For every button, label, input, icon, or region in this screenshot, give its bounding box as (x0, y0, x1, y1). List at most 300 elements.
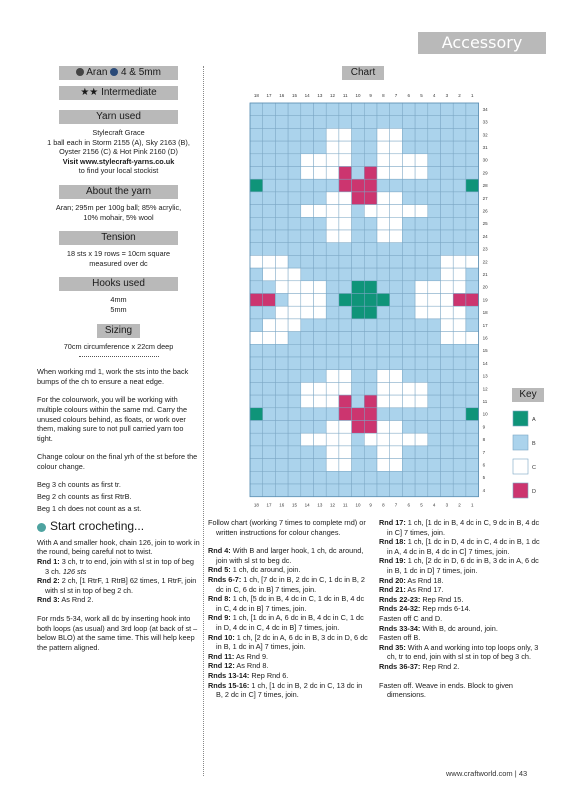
chart-cell (453, 103, 466, 116)
chart-cell (288, 205, 301, 218)
row-number: 14 (482, 360, 488, 366)
chart-cell (288, 154, 301, 167)
chart-cell (441, 433, 454, 446)
chart-cell (441, 268, 454, 281)
chart-cell (466, 281, 479, 294)
column-number: 8 (382, 502, 385, 508)
chart-cell (250, 268, 263, 281)
chart-cell (453, 446, 466, 459)
chart-cell (314, 128, 327, 141)
chart-cell (301, 319, 314, 332)
chart-cell (275, 141, 288, 154)
chart-cell (314, 281, 327, 294)
chart-cell (453, 357, 466, 370)
chart-cell (326, 103, 339, 116)
chart-cell (453, 281, 466, 294)
chart-cell (364, 471, 377, 484)
chart-cell (453, 154, 466, 167)
chart-cell (428, 128, 441, 141)
chart-cell (275, 370, 288, 383)
chart-cell (275, 433, 288, 446)
chart-cell (466, 382, 479, 395)
chart-cell (263, 459, 276, 472)
column-number: 1 (470, 93, 474, 98)
chart-cell (364, 281, 377, 294)
chart-cell (326, 116, 339, 129)
chart-cell (415, 128, 428, 141)
sizing-title: Sizing (97, 324, 140, 338)
column-number: 13 (317, 502, 323, 508)
chart-cell (250, 370, 263, 383)
chart-cell (250, 471, 263, 484)
chart-cell (364, 370, 377, 383)
chart-cell (263, 255, 276, 268)
row-number: 28 (482, 183, 488, 189)
chart-cell (364, 395, 377, 408)
chart-cell (364, 294, 377, 307)
chart-cell (263, 484, 276, 497)
chart-cell (288, 395, 301, 408)
chart-cell (453, 382, 466, 395)
chart-cell (352, 294, 365, 307)
chart-cell (364, 319, 377, 332)
chart-cell (250, 243, 263, 256)
instruction-line: Rnds 24-32: Rep rnds 6-14. (379, 604, 471, 614)
chart-cell (263, 370, 276, 383)
chart-cell (352, 179, 365, 192)
chart-cell (301, 294, 314, 307)
chart-cell (364, 357, 377, 370)
chart-cell (339, 306, 352, 319)
chart-cell (441, 395, 454, 408)
chart-cell (428, 268, 441, 281)
chart-cell (466, 306, 479, 319)
chart-cell (390, 446, 403, 459)
chart-cell (301, 268, 314, 281)
row-number: 18 (482, 310, 488, 316)
chart-cell (314, 167, 327, 180)
key-label: D (532, 489, 536, 495)
chart-cell (415, 217, 428, 230)
row-number: 21 (482, 271, 488, 277)
chart-cell (301, 484, 314, 497)
chart-cell (402, 205, 415, 218)
chart-cell (314, 192, 327, 205)
instruction-line: Rnd 20: As Rnd 18. (379, 575, 444, 585)
chart-cell (402, 128, 415, 141)
chart-cell (377, 116, 390, 129)
chart-cell (415, 306, 428, 319)
chart-title: Chart (342, 66, 384, 80)
chart-cell (339, 167, 352, 180)
row-number: 11 (482, 398, 488, 404)
chart-cell (377, 154, 390, 167)
chart-cell (364, 217, 377, 230)
chart-cell (390, 408, 403, 421)
chart-cell (339, 395, 352, 408)
column-number: 16 (279, 502, 285, 508)
stockist-link[interactable]: Visit www.stylecraft-yarns.co.uk (62, 156, 175, 166)
chart-cell (377, 205, 390, 218)
chart-cell (377, 395, 390, 408)
chart-cell (275, 230, 288, 243)
chart-cell (352, 281, 365, 294)
chart-cell (428, 255, 441, 268)
instruction-line: Rnd 5: 1 ch, dc around, join. (208, 565, 301, 575)
chart-cell (275, 103, 288, 116)
chart-cell (390, 382, 403, 395)
chart-cell (314, 382, 327, 395)
chart-cell (390, 230, 403, 243)
chart-cell (415, 230, 428, 243)
chart-cell (441, 370, 454, 383)
chart-cell (352, 357, 365, 370)
chart-cell (390, 319, 403, 332)
chart-cell (377, 357, 390, 370)
chart-cell (402, 268, 415, 281)
chart-cell (339, 484, 352, 497)
chart-cell (326, 408, 339, 421)
row-number: 5 (482, 475, 486, 481)
chart-cell (428, 243, 441, 256)
chart-cell (288, 446, 301, 459)
chart-cell (275, 484, 288, 497)
chart-cell (314, 103, 327, 116)
column-number: 1 (470, 502, 474, 508)
chart-cell (364, 154, 377, 167)
chart-cell (250, 116, 263, 129)
chart-cell (364, 446, 377, 459)
chart-cell (339, 255, 352, 268)
chart-cell (326, 268, 339, 281)
chart-cell (453, 217, 466, 230)
chart-cell (301, 255, 314, 268)
page-number: 43 (518, 769, 528, 778)
chart-cell (453, 205, 466, 218)
chart-cell (364, 344, 377, 357)
start-crocheting-heading: Start crocheting... (37, 522, 200, 532)
chart-cell (377, 128, 390, 141)
chart-cell (301, 382, 314, 395)
chart-cell (441, 255, 454, 268)
row-number: 4 (482, 487, 486, 493)
chart-cell (390, 255, 403, 268)
chart-cell (377, 230, 390, 243)
chart-cell (301, 205, 314, 218)
chart-cell (288, 281, 301, 294)
chart-cell (466, 421, 479, 434)
chart-cell (415, 319, 428, 332)
chart-cell (402, 281, 415, 294)
footer-site: www.craftworld.com (446, 769, 513, 778)
column-number: 12 (330, 502, 336, 508)
chart-cell (402, 332, 415, 345)
chart-cell (301, 408, 314, 421)
chart-cell (441, 230, 454, 243)
chart-cell (263, 471, 276, 484)
chart-cell (466, 141, 479, 154)
chart-cell (377, 344, 390, 357)
chart-cell (453, 433, 466, 446)
instruction-line: Rnd 19: 1 ch, [2 dc in D, 6 dc in B, 3 dc in A, 6 dc in B, 1 dc in D] 7 times, join. (379, 556, 539, 575)
hook-sizes: 4 & 5mm (120, 67, 161, 78)
chart-cell (466, 268, 479, 281)
chart-cell (415, 255, 428, 268)
chart-cell (352, 243, 365, 256)
chart-cell (326, 306, 339, 319)
instruction-line: Rnd 17: 1 ch, [1 dc in B, 4 dc in C, 9 dc in B, 4 dc in C] 7 times, join. (379, 518, 540, 537)
instruction-line: Rnd 10: 1 ch, [2 dc in A, 6 dc in B, 3 dc in D, 6 dc in B, 1 dc in A] 7 times, join. (208, 632, 368, 652)
column-number: 7 (394, 502, 398, 508)
chart-cell (339, 230, 352, 243)
chart-cell (301, 192, 314, 205)
chart-cell (453, 128, 466, 141)
chart-cell (364, 192, 377, 205)
chart-cell (377, 421, 390, 434)
chart-cell (314, 344, 327, 357)
chart-cell (441, 344, 454, 357)
chart-cell (415, 382, 428, 395)
chart-cell (314, 205, 327, 218)
chart-cell (441, 205, 454, 218)
start-instructions: With A and smaller hook, chain 126, join to work in the round, being careful not to twist. Rnd 1: 3 ch, tr to end, join with sl st in top of beg 3 ch. 126 sts Rnd 2: 2 ch, [1 RtrF, 1 RtrB] 62 times, 1 RtrF, join with sl st in top of beg 2 ch. Rnd 3: As Rnd 2. For rnds 5-34, work all dc by inserting hook into both loops (as usual) and 3rd loop (at back of st – below BLO) at the same time. This will help keep the pattern aligned. (37, 537, 200, 652)
chart-cell (301, 281, 314, 294)
chart-cell (263, 294, 276, 307)
chart-cell (352, 459, 365, 472)
chart-cell (250, 306, 263, 319)
chart-cell (275, 205, 288, 218)
chart-cell (263, 344, 276, 357)
row-number: 34 (482, 106, 488, 112)
chart-cell (364, 167, 377, 180)
chart-cell (326, 421, 339, 434)
chart-cell (314, 294, 327, 307)
chart-cell (339, 217, 352, 230)
column-number: 5 (420, 93, 423, 98)
chart-cell (415, 154, 428, 167)
chart-cell (364, 141, 377, 154)
chart-cell (326, 154, 339, 167)
chart-cell (428, 230, 441, 243)
chart-cell (275, 344, 288, 357)
chart-cell (402, 167, 415, 180)
chart-cell (466, 471, 479, 484)
chart-cell (402, 484, 415, 497)
chart-cell (415, 344, 428, 357)
chart-cell (263, 205, 276, 218)
column-number: 14 (304, 93, 310, 98)
chart-cell (466, 116, 479, 129)
chart-cell (390, 167, 403, 180)
chart-cell (263, 167, 276, 180)
instructions-right (379, 518, 544, 700)
chart-cell (314, 116, 327, 129)
chart-cell (415, 408, 428, 421)
chart-cell (275, 255, 288, 268)
chart-cell (288, 370, 301, 383)
chart-cell (301, 243, 314, 256)
chart-cell (339, 141, 352, 154)
chart-cell (402, 433, 415, 446)
chart-cell (428, 459, 441, 472)
chart-cell (390, 306, 403, 319)
chart-cell (314, 217, 327, 230)
about-title: About the yarn (59, 185, 178, 199)
chart-cell (364, 255, 377, 268)
instruction-line: Fasten off B. (379, 633, 421, 643)
chart-cell (441, 294, 454, 307)
chart-cell (364, 205, 377, 218)
yarn-weight: Aran (86, 67, 108, 78)
chart-cell (453, 471, 466, 484)
chart-cell (326, 192, 339, 205)
row-number: 7 (482, 449, 486, 455)
chart-cell (352, 332, 365, 345)
chart-cell (275, 281, 288, 294)
chart-cell (364, 179, 377, 192)
key-label: B (532, 441, 536, 447)
notes: When working rnd 1, work the sts into the back bumps of the ch to ensure a neat edge. For the colourwork, you will be working with multiple colours within the same rnd. Carry the unused colours behind, as floats, or work over them, making sure to not pull carried yarn too tight. Change colour on the final yrh of the st before the colour change. Beg 3 ch counts as first tr. Beg 2 ch counts as first RtrB. Beg 1 ch does not count as a st. (37, 367, 198, 513)
instruction-line: Rnds 22-23: Rep Rnd 15. (379, 594, 464, 604)
chart-cell (326, 319, 339, 332)
chart-cell (441, 306, 454, 319)
chart-cell (364, 103, 377, 116)
chart-cell (352, 141, 365, 154)
chart-cell (466, 103, 479, 116)
chart-cell (364, 230, 377, 243)
row-number: 33 (482, 119, 488, 125)
chart-cell (301, 459, 314, 472)
chart-cell (466, 294, 479, 307)
chart-cell (288, 141, 301, 154)
chart-cell (288, 408, 301, 421)
chart-cell (402, 141, 415, 154)
chart-cell (377, 103, 390, 116)
chart-cell (326, 294, 339, 307)
column-number: 14 (304, 502, 310, 508)
chart-cell (402, 395, 415, 408)
chart-cell (402, 421, 415, 434)
chart-cell (288, 243, 301, 256)
chart-cell (352, 421, 365, 434)
chart-cell (377, 408, 390, 421)
chart-cell (275, 179, 288, 192)
row-number: 26 (482, 208, 488, 214)
chart-cell (352, 128, 365, 141)
chart-cell (415, 395, 428, 408)
chart-cell (326, 395, 339, 408)
chart-cell (250, 103, 263, 116)
chart-cell (364, 332, 377, 345)
chart-cell (441, 408, 454, 421)
chart-cell (402, 154, 415, 167)
column-number: 17 (266, 93, 272, 98)
chart-cell (441, 281, 454, 294)
chart-cell (339, 421, 352, 434)
chart-cell (428, 167, 441, 180)
key-swatch (513, 435, 528, 450)
chart-cell (314, 306, 327, 319)
chart-cell (441, 421, 454, 434)
yarn-used-title: Yarn used (59, 110, 178, 124)
chart-cell (402, 471, 415, 484)
chart-cell (453, 255, 466, 268)
chart-cell (466, 243, 479, 256)
section-header: Accessory (418, 32, 546, 54)
chart-cell (301, 370, 314, 383)
chart-cell (263, 192, 276, 205)
chart-cell (301, 141, 314, 154)
chart-cell (301, 116, 314, 129)
chart-cell (339, 116, 352, 129)
column-number: 15 (291, 502, 297, 508)
chart-cell (441, 141, 454, 154)
chart-cell (275, 332, 288, 345)
chart-cell (275, 192, 288, 205)
chart-cell (428, 446, 441, 459)
chart-cell (288, 167, 301, 180)
key-swatch (513, 411, 528, 426)
chart-cell (288, 421, 301, 434)
chart-cell (263, 268, 276, 281)
chart-cell (288, 217, 301, 230)
chart-cell (263, 421, 276, 434)
row-number: 8 (482, 437, 486, 443)
chart-cell (288, 230, 301, 243)
chart-cell (250, 281, 263, 294)
chart-cell (466, 395, 479, 408)
chart-cell (428, 179, 441, 192)
chart-cell (288, 357, 301, 370)
chart-cell (288, 471, 301, 484)
chart-cell (250, 344, 263, 357)
chart-cell (339, 103, 352, 116)
chart-cell (326, 370, 339, 383)
chart-cell (263, 230, 276, 243)
chart-cell (314, 154, 327, 167)
chart-cell (339, 459, 352, 472)
chart-cell (339, 205, 352, 218)
chart-cell (250, 421, 263, 434)
chart-cell (377, 217, 390, 230)
chart-cell (364, 243, 377, 256)
chart-cell (453, 306, 466, 319)
chart-cell (263, 116, 276, 129)
chart-cell (441, 154, 454, 167)
chart-cell (263, 382, 276, 395)
chart-cell (441, 103, 454, 116)
instruction-line: Rnds 36-37: Rep Rnd 2. (379, 661, 460, 671)
chart-cell (415, 471, 428, 484)
chart-cell (250, 294, 263, 307)
chart-cell (364, 484, 377, 497)
chart-cell (377, 332, 390, 345)
chart-cell (352, 230, 365, 243)
column-number: 3 (445, 502, 449, 508)
chart-cell (428, 294, 441, 307)
chart-cell (453, 459, 466, 472)
chart-cell (275, 408, 288, 421)
about-text: Aran; 295m per 100g ball; 85% acrylic, 10% mohair, 5% wool (55, 202, 182, 222)
row-number: 25 (482, 221, 488, 227)
chart-cell (415, 116, 428, 129)
chart-cell (428, 281, 441, 294)
chart-cell (428, 192, 441, 205)
chart-cell (466, 332, 479, 345)
chart-cell (288, 268, 301, 281)
chart-cell (326, 255, 339, 268)
chart-cell (314, 459, 327, 472)
